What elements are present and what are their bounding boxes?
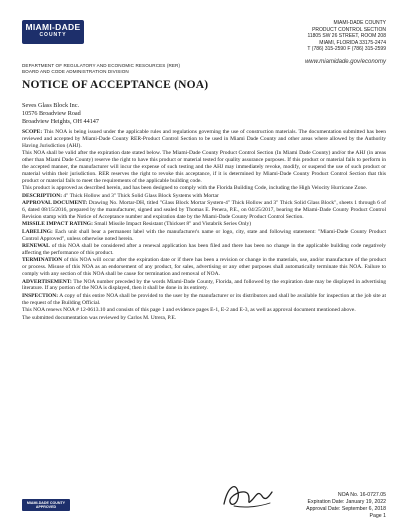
logo-line2: COUNTY <box>39 32 67 38</box>
paragraph-validity <box>22 150 386 185</box>
approved-logo-line2: APPROVED <box>35 505 57 509</box>
paragraph-renewal <box>22 243 386 257</box>
recipient-line: Broadview Heights, OH 44147 <box>22 118 99 125</box>
paragraph-text: This product is approved as described herein, and has been designed to comply with the Florida Building Code, including the High Velocity Hurricane Zone. <box>22 185 368 192</box>
address-line: MIAMI, FLORIDA 33175-2474 <box>319 39 386 46</box>
paragraph-heading: TERMINATION <box>22 257 63 264</box>
paragraph-heading: LABELING: <box>22 228 53 235</box>
approval-date: Approval Date: September 6, 2018 <box>306 506 386 512</box>
paragraph-text: This NOA shall be valid after the expiration date stated below. The Miami-Dade County Product Control Section (In Miami Dade County) and/or the AHJ (in areas other than Miami Dade County) reserve the right to have this product or material tested for quality assurance purposes. If this product or material fails to perform in the accepted manner, the manufacturer will incur the expense of such testing and the AHJ may immediately revoke, modify, or suspend the use of such product or material within their jurisdiction. RER reserves the right to revoke this acceptance, if it is determined by Miami-Dade County Product Control Section that this product or material fails to meet the requirements of the applicable building code. <box>22 150 386 184</box>
paragraph-text: This NOA is being issued under the applicable rules and regulations governing the use of construction materials. The documentation submitted has been reviewed and accepted by Miami-Dade County RER-Product Control Section to be used in Miami Dade County and other areas where allowed by the Authority Having Jurisdiction (AHJ). <box>22 129 386 149</box>
website-link[interactable]: www.miamidade.gov/economy <box>304 58 386 65</box>
paragraph-heading: SCOPE: <box>22 129 43 135</box>
address-line: 11805 SW 26 STREET, ROOM 208 <box>307 33 386 39</box>
paragraph-scope <box>22 129 386 150</box>
approved-logo-line1: MIAMI-DADE COUNTY <box>26 501 66 505</box>
paragraph-text: The submitted documentation was reviewed by Carlos M. Utrera, P.E. <box>22 314 177 321</box>
noa-number: NOA No. 16-0727.05 <box>337 492 386 498</box>
address-line: PRODUCT CONTROL SECTION <box>312 26 386 33</box>
logo-line1: MIAMI-DADE <box>25 22 81 32</box>
paragraph-heading: APPROVAL DOCUMENT: <box>22 200 88 207</box>
paragraph-heading: MISSILE IMPACT RATING: <box>22 221 93 228</box>
paragraph-text: of this NOA will occur after the expiration date or if there has been a revision or change in the materials, use, and/or manufacture of the product or process. Misuse of this NOA as an endorsement of any product, for sales, advertising or any other purposes shall automatically terminate this NOA. Failure to comply with any section of this NOA shall be cause for termination and removal of NOA. <box>22 257 387 278</box>
address-line: T (786) 315-2590 F (786) 315-2599 <box>307 46 386 52</box>
recipient-line: Seves Glass Block Inc. <box>22 102 80 109</box>
paragraph-labeling <box>22 229 386 243</box>
paragraph-text: A copy of this entire NOA shall be provided to the user by the manufacturer or its distributors and shall be available for inspection at the job site at the request of the Building Official. <box>22 292 386 306</box>
recipient-address <box>22 102 222 126</box>
paragraph-reviewer <box>22 315 386 322</box>
paragraph-heading: DESCRIPTION: <box>22 192 63 199</box>
paragraph-text: Each unit shall bear a permanent label with the manufacturer's name or logo, city, state and following statement: "Miami-Dade County Product Control Approved", unless otherwise noted herein. <box>22 228 386 242</box>
paragraph-text: 4" Thick Hollow and 3" Thick Solid Glass Block Systems with Mortar <box>63 192 219 199</box>
paragraph-inspection <box>22 293 386 307</box>
paragraph-code-compliance <box>22 185 386 192</box>
recipient-line: 10576 Broadview Road <box>22 110 81 117</box>
paragraph-termination <box>22 257 386 278</box>
paragraph-heading: INSPECTION: <box>22 292 59 299</box>
paragraph-approval-document <box>22 200 386 221</box>
miami-dade-logo <box>22 20 84 44</box>
department-line: DEPARTMENT OF REGULATORY AND ECONOMIC RESOURCES (RER) <box>22 63 181 68</box>
address-line: MIAMI-DADE COUNTY <box>333 20 386 26</box>
paragraph-advertisement <box>22 279 386 293</box>
paragraph-text: Drawing No. Mortar-DH, titled "Glass Block Mortar System-4" Thick Hollow and 3" Thick Solid Glass Block", sheets 1 through 6 of 6, dated 08/15/2016, prepared by the manufacturer, signed and sealed by Thomas E. Penera, P.E., on 04/25/2017, bearing the Miami-Dade County Product Control Revision stamp with the Notice of Acceptance number and expiration date by the Miami-Dade County Product Control Section. <box>22 200 386 220</box>
department-name <box>22 63 222 75</box>
department-line: BOARD AND CODE ADMINISTRATION DIVISION <box>22 69 129 74</box>
paragraph-heading: ADVERTISEMENT: <box>22 278 72 285</box>
paragraph-heading: RENEWAL <box>22 243 50 249</box>
document-body <box>22 129 386 322</box>
office-address <box>264 20 386 65</box>
paragraph-text: Small Missile Impact Resistant (Thickset 8" and Vistabrik Series Only) <box>94 221 252 228</box>
expiration-date: Expiration Date: January 19, 2022 <box>307 499 386 505</box>
paragraph-renews <box>22 307 386 314</box>
approved-logo <box>22 499 70 511</box>
document-title: NOTICE OF ACCEPTANCE (NOA) <box>22 79 209 91</box>
paragraph-text: of this NOA shall be considered after a renewal application has been filed and there has been no change in the applicable building code negatively affecting the performance of this product. <box>22 243 386 256</box>
page-number: Page 1 <box>369 513 386 519</box>
paragraph-missile-impact <box>22 221 386 228</box>
noa-details <box>266 492 386 520</box>
paragraph-text: The NOA number preceded by the words Miami-Dade County, Florida, and followed by the expiration date may be displayed in advertising literature. If any portion of the NOA is displayed, then it shall be done in its entirety. <box>22 278 386 292</box>
paragraph-text: This NOA renews NOA # 12-0613.10 and consists of this page 1 and evidence pages E-1, E-2 and E-3, as well as approval document mentioned above. <box>22 307 356 314</box>
paragraph-description <box>22 193 386 200</box>
